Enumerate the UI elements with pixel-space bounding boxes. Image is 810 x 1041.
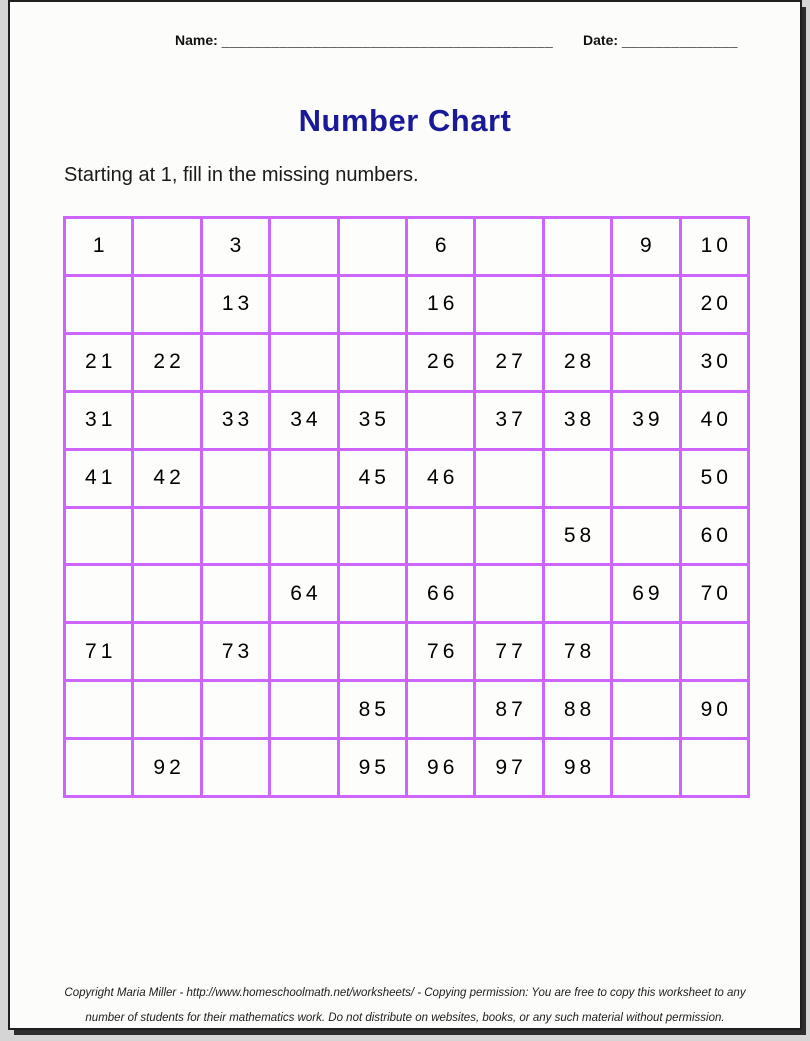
grid-cell-empty xyxy=(66,682,131,737)
grid-cell: 96 xyxy=(408,740,473,795)
grid-cell: 10 xyxy=(682,219,747,274)
name-label: Name: xyxy=(175,32,218,48)
grid-cell: 50 xyxy=(682,451,747,506)
grid-cell-empty xyxy=(271,335,336,390)
grid-cell-empty xyxy=(203,335,268,390)
grid-cell-empty xyxy=(271,509,336,564)
grid-cell: 70 xyxy=(682,566,747,621)
grid-cell-empty xyxy=(613,509,678,564)
grid-cell-empty xyxy=(134,566,199,621)
grid-cell-empty xyxy=(340,335,405,390)
name-blank-line: ________________________________________ xyxy=(221,32,554,48)
grid-cell-empty xyxy=(66,566,131,621)
grid-cell-empty xyxy=(476,566,541,621)
grid-cell: 78 xyxy=(545,624,610,679)
grid-cell-empty xyxy=(408,393,473,448)
grid-cell: 27 xyxy=(476,335,541,390)
grid-cell-empty xyxy=(613,335,678,390)
grid-cell: 31 xyxy=(66,393,131,448)
grid-cell-empty xyxy=(408,682,473,737)
grid-cell-empty xyxy=(271,277,336,332)
grid-cell: 77 xyxy=(476,624,541,679)
grid-cell: 58 xyxy=(545,509,610,564)
grid-cell-empty xyxy=(613,624,678,679)
grid-cell-empty xyxy=(66,277,131,332)
grid-cell-empty xyxy=(134,509,199,564)
grid-cell-empty xyxy=(271,451,336,506)
grid-cell-empty xyxy=(203,566,268,621)
grid-cell: 30 xyxy=(682,335,747,390)
grid-cell: 98 xyxy=(545,740,610,795)
copyright-line-2: number of students for their mathematics work. Do not distribute on websites, books, or any such material without permission. xyxy=(85,1011,725,1024)
grid-cell-empty xyxy=(340,509,405,564)
grid-cell-empty xyxy=(203,740,268,795)
grid-cell: 3 xyxy=(203,219,268,274)
grid-cell-empty xyxy=(66,509,131,564)
grid-cell: 21 xyxy=(66,335,131,390)
grid-cell: 41 xyxy=(66,451,131,506)
instructions-text: Starting at 1, fill in the missing numbers. xyxy=(64,164,419,186)
grid-cell: 40 xyxy=(682,393,747,448)
grid-cell-empty xyxy=(340,219,405,274)
grid-cell-empty xyxy=(134,393,199,448)
grid-cell-empty xyxy=(682,624,747,679)
grid-cell-empty xyxy=(476,219,541,274)
grid-cell: 87 xyxy=(476,682,541,737)
grid-cell-empty xyxy=(613,277,678,332)
grid-cell: 39 xyxy=(613,393,678,448)
grid-cell: 95 xyxy=(340,740,405,795)
grid-cell-empty xyxy=(203,509,268,564)
grid-cell: 85 xyxy=(340,682,405,737)
grid-cell-empty xyxy=(203,682,268,737)
grid-cell-empty xyxy=(476,451,541,506)
grid-cell: 60 xyxy=(682,509,747,564)
grid-cell-empty xyxy=(203,451,268,506)
grid-cell: 97 xyxy=(476,740,541,795)
grid-cell-empty xyxy=(408,509,473,564)
worksheet-page xyxy=(8,0,802,1030)
grid-cell-empty xyxy=(271,682,336,737)
grid-cell-empty xyxy=(476,277,541,332)
grid-cell-empty xyxy=(340,566,405,621)
name-date-header xyxy=(175,32,738,48)
grid-cell-empty xyxy=(613,451,678,506)
grid-cell-empty xyxy=(340,624,405,679)
grid-cell: 20 xyxy=(682,277,747,332)
grid-cell: 69 xyxy=(613,566,678,621)
grid-cell-empty xyxy=(134,682,199,737)
grid-cell-empty xyxy=(545,219,610,274)
grid-cell: 26 xyxy=(408,335,473,390)
grid-cell: 66 xyxy=(408,566,473,621)
grid-cell: 34 xyxy=(271,393,336,448)
date-blank-line: ______________ xyxy=(621,32,738,48)
grid-cell: 35 xyxy=(340,393,405,448)
grid-cell: 13 xyxy=(203,277,268,332)
grid-cell-empty xyxy=(682,740,747,795)
grid-cell: 90 xyxy=(682,682,747,737)
grid-cell: 71 xyxy=(66,624,131,679)
grid-cell: 45 xyxy=(340,451,405,506)
grid-cell: 38 xyxy=(545,393,610,448)
grid-cell: 28 xyxy=(545,335,610,390)
grid-cell-empty xyxy=(545,277,610,332)
grid-cell-empty xyxy=(134,219,199,274)
grid-cell: 92 xyxy=(134,740,199,795)
number-grid xyxy=(63,216,750,798)
date-label: Date: xyxy=(583,32,619,48)
grid-cell: 6 xyxy=(408,219,473,274)
grid-cell-empty xyxy=(66,740,131,795)
grid-cell: 64 xyxy=(271,566,336,621)
grid-cell: 33 xyxy=(203,393,268,448)
grid-cell-empty xyxy=(545,451,610,506)
grid-cell-empty xyxy=(340,277,405,332)
grid-cell-empty xyxy=(271,740,336,795)
page-title: Number Chart xyxy=(298,103,512,138)
grid-cell-empty xyxy=(271,219,336,274)
grid-cell-empty xyxy=(271,624,336,679)
grid-cell-empty xyxy=(134,624,199,679)
grid-cell-empty xyxy=(134,277,199,332)
grid-cell: 16 xyxy=(408,277,473,332)
grid-cell: 76 xyxy=(408,624,473,679)
grid-cell: 9 xyxy=(613,219,678,274)
grid-cell: 46 xyxy=(408,451,473,506)
grid-cell: 37 xyxy=(476,393,541,448)
grid-cell: 88 xyxy=(545,682,610,737)
copyright-footer xyxy=(10,981,800,1030)
grid-cell: 42 xyxy=(134,451,199,506)
grid-cell: 73 xyxy=(203,624,268,679)
grid-cell-empty xyxy=(613,740,678,795)
copyright-line-1: Copyright Maria Miller - http://www.homeschoolmath.net/worksheets/ - Copying permission: You are free to copy this worksheet to any xyxy=(64,987,746,999)
grid-cell-empty xyxy=(613,682,678,737)
grid-cell: 1 xyxy=(66,219,131,274)
grid-cell-empty xyxy=(545,566,610,621)
grid-cell: 22 xyxy=(134,335,199,390)
grid-cell-empty xyxy=(476,509,541,564)
